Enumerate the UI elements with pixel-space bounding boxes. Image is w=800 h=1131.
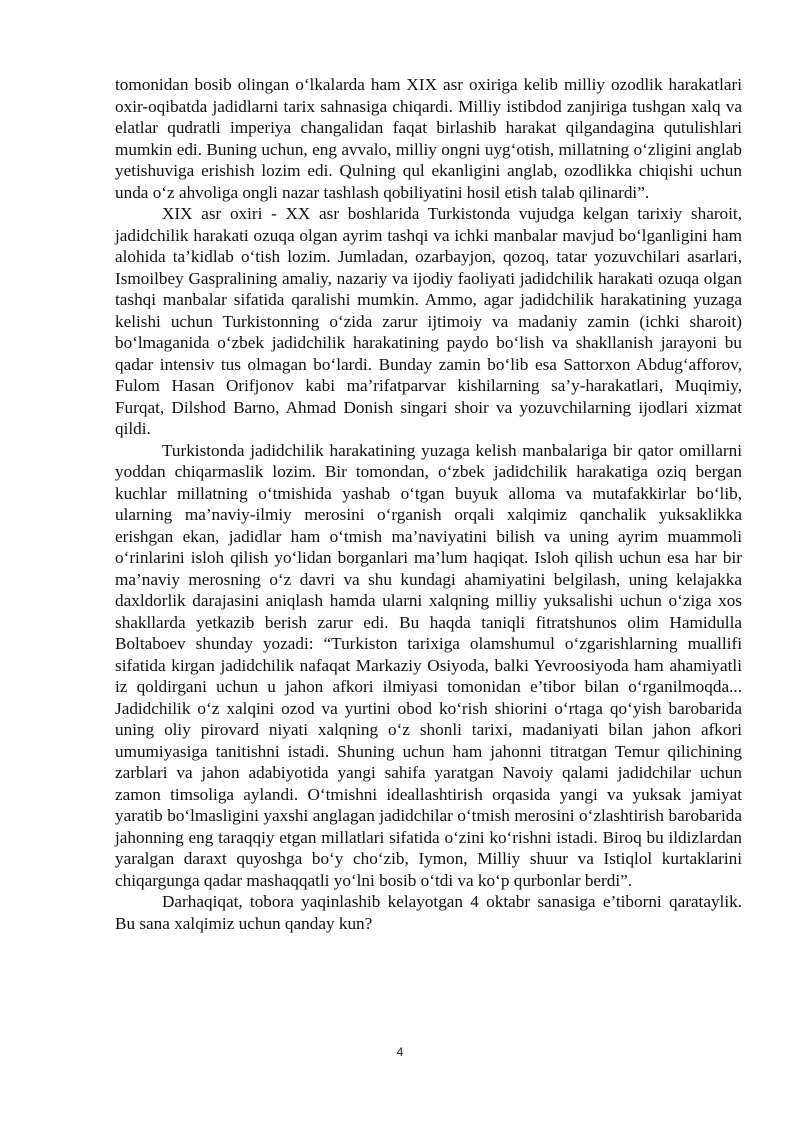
- page-number: 4: [396, 1045, 404, 1059]
- paragraph-3: Turkistonda jadidchilik harakatining yuzaga kelish manbalariga bir qator omillarni yoddan chiqarmaslik lozim. Bir tomondan, o‘zbek jadidchilik harakatiga oziq bergan kuchlar millatning o‘tmishida yashab o‘tgan buyuk alloma va mutafakkirlar bo‘lib, ularning ma’naviy-ilmiy merosini o‘rganish orqali xalqimiz qanchalik yuksaklikka erishgan ekan, jadidlar ham o‘tmish ma’naviyatini bilish va uning ayrim muammoli o‘rinlarini isloh qilish yo‘lidan borganlari ma’lum haqiqat. Isloh qilish uchun esa har bir ma’naviy merosning o‘z davri va shu kundagi ahamiyatini belgilash, uning kelajakka daxldorlik darajasini aniqlash hamda ularni xalqning milliy yuksalishi uchun o‘ziga xos shakllarda yetkazib berish zarur edi. Bu haqda taniqli fitratshunos olim Hamidulla Boltaboev shunday yozadi: “Turkiston tarixiga olamshumul o‘zgarishlarning muallifi sifatida kirgan jadidchilik nafaqat Markaziy Osiyoda, balki Yevroosiyoda ham ahamiyatli iz qoldirgani uchun u jahon afkori ilmiyasi tomonidan e’tibor bilan o‘rganilmoqda... Jadidchilik o‘z xalqini ozod va yurtini obod ko‘rish shiorini o‘rtaga qo‘yish barobarida uning oliy pirovard niyati xalqning o‘z shonli tarixi, madaniyati bilan jahon afkori umumiyasiga tanitishni istadi. Shuning uchun ham jahonni titratgan Temur qilichining zarblari va jahon adabiyotida yangi sahifa yaratgan Navoiy qalami jadidchilar uchun zamon timsoliga aylandi. O‘tmishni ideallashtirish orqasida yangi va yuksak jamiyat yaratib bo‘lmasligini yaxshi anglagan jadidchilar o‘tmish merosini o‘zlashtirish barobarida jahonning eng taraqqiy etgan millatlari sifatida o‘zini ko‘rishni istadi. Biroq bu ildizlardan yaralgan daraxt quyoshga bo‘y cho‘zib, Iymon, Milliy shuur va Istiqlol kurtaklarini chiqargunga qadar mashaqqatli yo‘lni bosib o‘tdi va ko‘p qurbonlar berdi”.: [115, 440, 742, 890]
- paragraph-4: Darhaqiqat, tobora yaqinlashib kelayotgan 4 oktabr sanasiga e’tiborni qarataylik. Bu sana xalqimiz uchun qanday kun?: [115, 892, 742, 933]
- document-page: [115, 74, 742, 934]
- paragraph-2: XIX asr oxiri - XX asr boshlarida Turkistonda vujudga kelgan tarixiy sharoit, jadidchilik harakati ozuqa olgan ayrim tashqi va ichki manbalar mavjud bo‘lganligini ham alohida ta’kidlab o‘tish lozim. Jumladan, ozarbayjon, qozoq, tatar yozuvchilari asarlari, Ismoilbey Gaspralining amaliy, nazariy va ijodiy faoliyati jadidchilik harakati ozuqa olgan tashqi manbalar sifatida qaralishi mumkin. Ammo, agar jadidchilik harakatining yuzaga kelishi uchun Turkistonning o‘zida zarur ijtimoiy va madaniy zamin (ichki sharoit) bo‘lmaganida o‘zbek jadidchilik harakatining paydo bo‘lish va shakllanish jarayoni bu qadar intensiv tus olmagan bo‘lardi. Bunday zamin bo‘lib esa Sattorxon Abdug‘afforov, Fulom Hasan Orifjonov kabi ma’rifatparvar kishilarning sa’y-harakatlari, Muqimiy, Furqat, Dilshod Barno, Ahmad Donish singari shoir va yozuvchilarning ijodlari xizmat qildi.: [115, 204, 742, 438]
- paragraph-1: tomonidan bosib olingan o‘lkalarda ham XIX asr oxiriga kelib milliy ozodlik harakatlari oxir-oqibatda jadidlarni tarix sahnasiga chiqardi. Milliy istibdod zanjiriga tushgan xalq va elatlar qudratli imperiya changalidan faqat birlashib harakat qilgandagina qutulishlari mumkin edi. Buning uchun, eng avvalo, milliy ongni uyg‘otish, millatning o‘zligini anglab yetishuviga erishish lozim edi. Qulning qul ekanligini anglab, ozodlikka chiqishi uchun unda o‘z ahvoliga ongli nazar tashlash qobiliyatini hosil etish talab qilinardi”.: [115, 75, 742, 202]
